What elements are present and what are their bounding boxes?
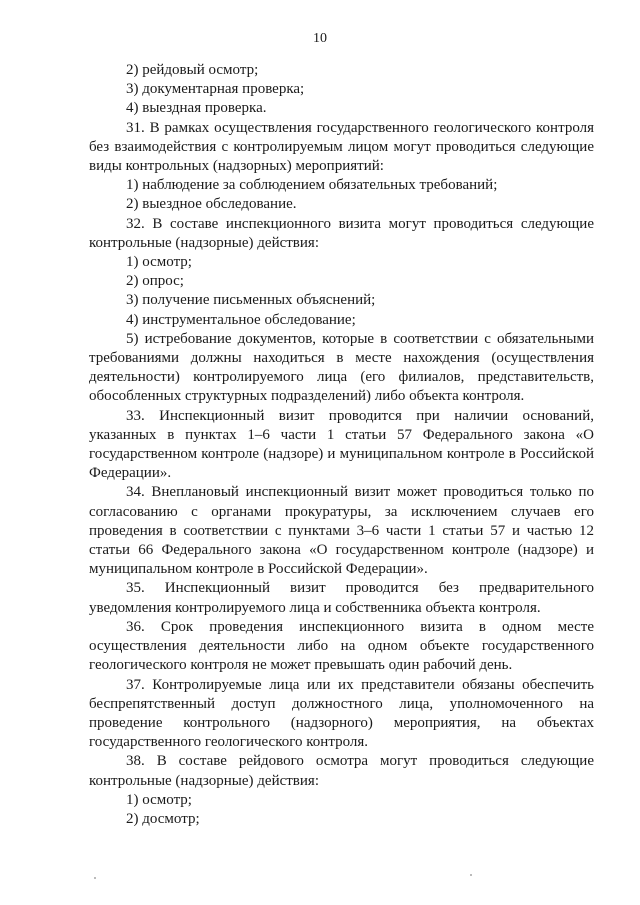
paragraph: 32. В составе инспекционного визита могут проводиться следующие контрольные (надзорные) действия:	[89, 215, 594, 251]
paragraph: 37. Контролируемые лица или их представители обязаны обеспечить беспрепятственный доступ должностного лица, уполномоченного на проведение контрольного (надзорного) мероприятия, на объектах государственного геологического контроля.	[89, 676, 594, 751]
paragraph: 36. Срок проведения инспекционного визита в одном месте осуществления деятельности либо на одном объекте государственного геологического контроля не может превышать один рабочий день.	[89, 618, 594, 674]
document-body	[89, 61, 594, 829]
paragraph: 33. Инспекционный визит проводится при наличии оснований, указанных в пунктах 1–6 части 1 статьи 57 Федерального закона «О государственном контроле (надзоре) и муниципальном контроле в Российской Федерации».	[89, 407, 594, 482]
paragraph: 2) рейдовый осмотр;	[126, 62, 259, 78]
paragraph: 3) получение письменных объяснений;	[126, 292, 376, 309]
paragraph: 5) истребование документов, которые в соответствии с обязательными требованиями должны находиться в месте нахождения (осуществления деятельности) контролируемого лица (его филиалов, представительств, обособленных структурных подразделений) либо объекта контроля.	[89, 330, 594, 405]
paragraph: 34. Внеплановый инспекционный визит может проводиться только по согласованию с органами прокуратуры, за исключением случаев его проведения в соответствии с пунктами 3–6 части 1 статьи 57 и частью 12 статьи 66 Федерального закона «О государственном контроле (надзоре) и муниципальном контроле в Российской Федерации».	[89, 484, 594, 578]
paragraph: 3) документарная проверка;	[126, 81, 305, 98]
paragraph: 2) выездное обследование.	[126, 196, 297, 213]
paragraph: 2) досмотр;	[126, 810, 200, 827]
paragraph: 35. Инспекционный визит проводится без предварительного уведомления контролируемого лица и собственника объекта контроля.	[89, 580, 594, 616]
page-number: 10	[313, 31, 327, 46]
paragraph: 38. В составе рейдового осмотра могут проводиться следующие контрольные (надзорные) действия:	[89, 753, 594, 789]
paragraph: 4) инструментальное обследование;	[126, 311, 356, 328]
paragraph: 31. В рамках осуществления государственного геологического контроля без взаимодействия с контролируемым лицом могут проводиться следующие виды контрольных (надзорных) мероприятий:	[89, 119, 594, 175]
paragraph: 1) осмотр;	[126, 791, 192, 808]
paragraph: 1) наблюдение за соблюдением обязательных требований;	[126, 177, 498, 194]
paragraph: 4) выездная проверка.	[126, 100, 267, 117]
paragraph: 1) осмотр;	[126, 254, 192, 271]
paragraph: 2) опрос;	[126, 273, 184, 290]
scan-artifact	[470, 874, 472, 876]
scan-artifact	[94, 877, 96, 879]
